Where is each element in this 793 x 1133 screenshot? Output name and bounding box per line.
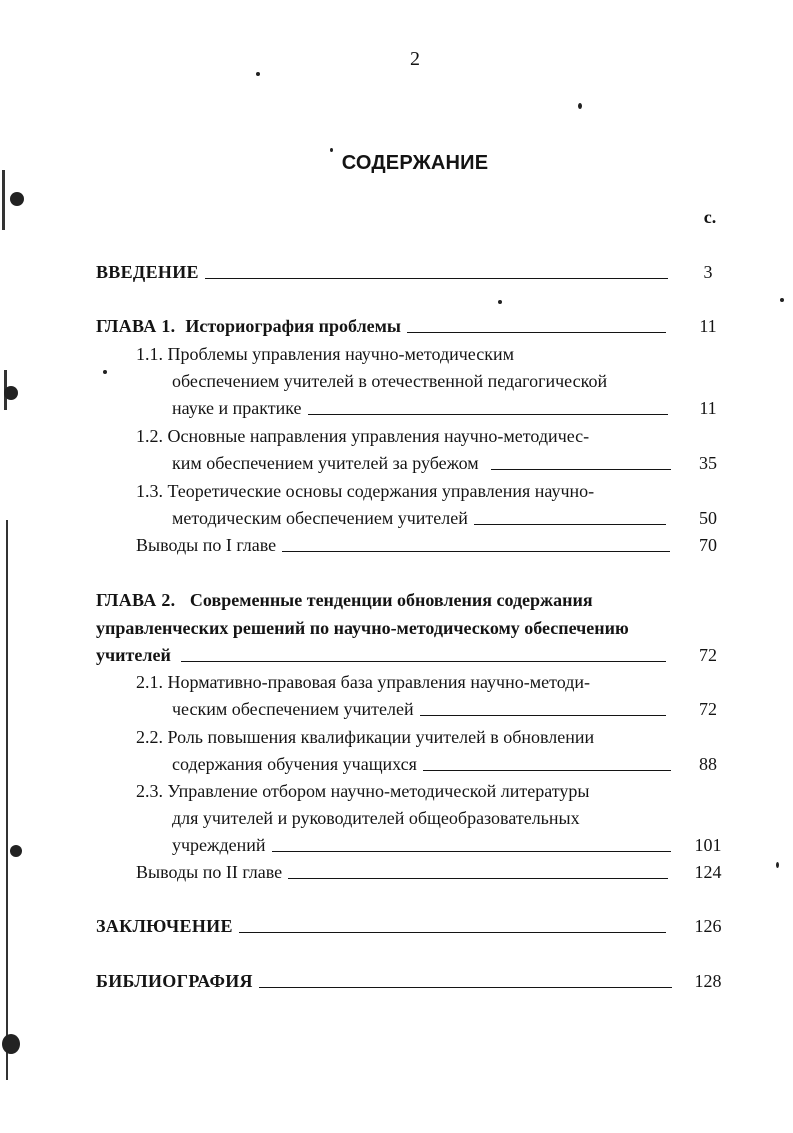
toc-entry-line: Выводы по II главе: [136, 862, 283, 882]
page-column-label: с.: [703, 207, 717, 227]
toc-entry-section-2-3: [172, 834, 671, 856]
page-title: СОДЕРЖАНИЕ: [341, 152, 489, 174]
toc-page-number: 72: [699, 699, 717, 719]
scan-speck: [498, 300, 502, 304]
toc-page-number: 35: [699, 453, 717, 473]
scan-edge-mark: [6, 520, 8, 1080]
scan-edge-mark: [2, 170, 5, 230]
toc-page-number: 50: [699, 508, 717, 528]
toc-entry-line: Выводы по I главе: [136, 535, 277, 555]
toc-page-number: 128: [694, 971, 722, 991]
toc-entry-section-2-1: [172, 698, 666, 720]
toc-entry-line: 1.2. Основные направления управления научно-методичес-: [136, 426, 590, 446]
chapter-title: Историография проблемы: [185, 316, 401, 336]
toc-entry-conclusions-2: [136, 861, 668, 883]
toc-entry-line: обеспечением учителей в отечественной педагогической: [172, 371, 608, 391]
chapter-label: ГЛАВА 2.: [96, 590, 176, 610]
toc-page-number: 11: [699, 398, 717, 418]
toc-entry-conclusions-1: [136, 534, 670, 556]
toc-entry-line: 1.1. Проблемы управления научно-методическим: [136, 344, 514, 364]
toc-entry-line: ческим обеспечением учителей: [172, 699, 414, 719]
toc-entry-line: управленческих решений по научно-методическому обеспечению: [96, 618, 629, 638]
toc-entry-chapter-1: [96, 315, 666, 337]
toc-entry-line: учреждений: [172, 835, 266, 855]
toc-entry-line: содержания обучения учащихся: [172, 754, 417, 774]
toc-entry-label: ВВЕДЕНИЕ: [96, 262, 199, 282]
toc-page-number: 88: [699, 754, 717, 774]
scan-speck: [578, 103, 582, 109]
toc-page-number: 72: [699, 645, 717, 665]
toc-entry-line: ким обеспечением учителей за рубежом: [172, 453, 479, 473]
chapter-label: ГЛАВА 1.: [96, 316, 176, 336]
scan-speck: [4, 386, 18, 400]
toc-entry-section-1-1: [172, 397, 668, 419]
toc-entry-line: науке и практике: [172, 398, 302, 418]
scan-speck: [780, 298, 784, 302]
scan-speck: [256, 72, 260, 76]
toc-page-number: 126: [694, 916, 722, 936]
scan-speck: [776, 862, 779, 868]
toc-entry-label: ЗАКЛЮЧЕНИЕ: [96, 916, 233, 936]
toc-entry-section-2-2: [172, 753, 671, 775]
toc-entry-line: 1.3. Теоретические основы содержания управления научно-: [136, 481, 595, 501]
toc-page-number: 101: [694, 835, 722, 855]
toc-entry-label: БИБЛИОГРАФИЯ: [96, 971, 253, 991]
toc-entry-line: методическим обеспечением учителей: [172, 508, 468, 528]
toc-entry-line: [96, 589, 593, 611]
scan-speck: [103, 370, 107, 374]
toc-page-number: 3: [703, 262, 713, 282]
toc-entry-line: 2.3. Управление отбором научно-методической литературы: [136, 781, 590, 801]
toc-entry-line: 2.2. Роль повышения квалификации учителей в обновлении: [136, 727, 595, 747]
chapter-title: Современные тенденции обновления содержания: [189, 590, 593, 610]
toc-entry-line: учителей: [96, 645, 171, 665]
toc-entry-section-1-2: [172, 452, 671, 474]
page-number: 2: [410, 48, 420, 70]
scan-speck: [10, 845, 22, 857]
toc-entry-bibliography: [96, 970, 672, 992]
scan-speck: [2, 1034, 20, 1054]
toc-entry-line: 2.1. Нормативно-правовая база управления научно-методи-: [136, 672, 590, 692]
toc-entry-section-1-3: [172, 507, 666, 529]
toc-entry-line: для учителей и руководителей общеобразовательных: [172, 808, 580, 828]
toc-page-number: 11: [699, 316, 717, 336]
toc-entry-chapter-2: [96, 644, 666, 666]
toc-entry-introduction: [96, 261, 668, 283]
toc-entry-conclusion: [96, 915, 666, 937]
scan-speck: [10, 192, 24, 206]
toc-page-number: 70: [699, 535, 717, 555]
toc-page-number: 124: [694, 862, 722, 882]
